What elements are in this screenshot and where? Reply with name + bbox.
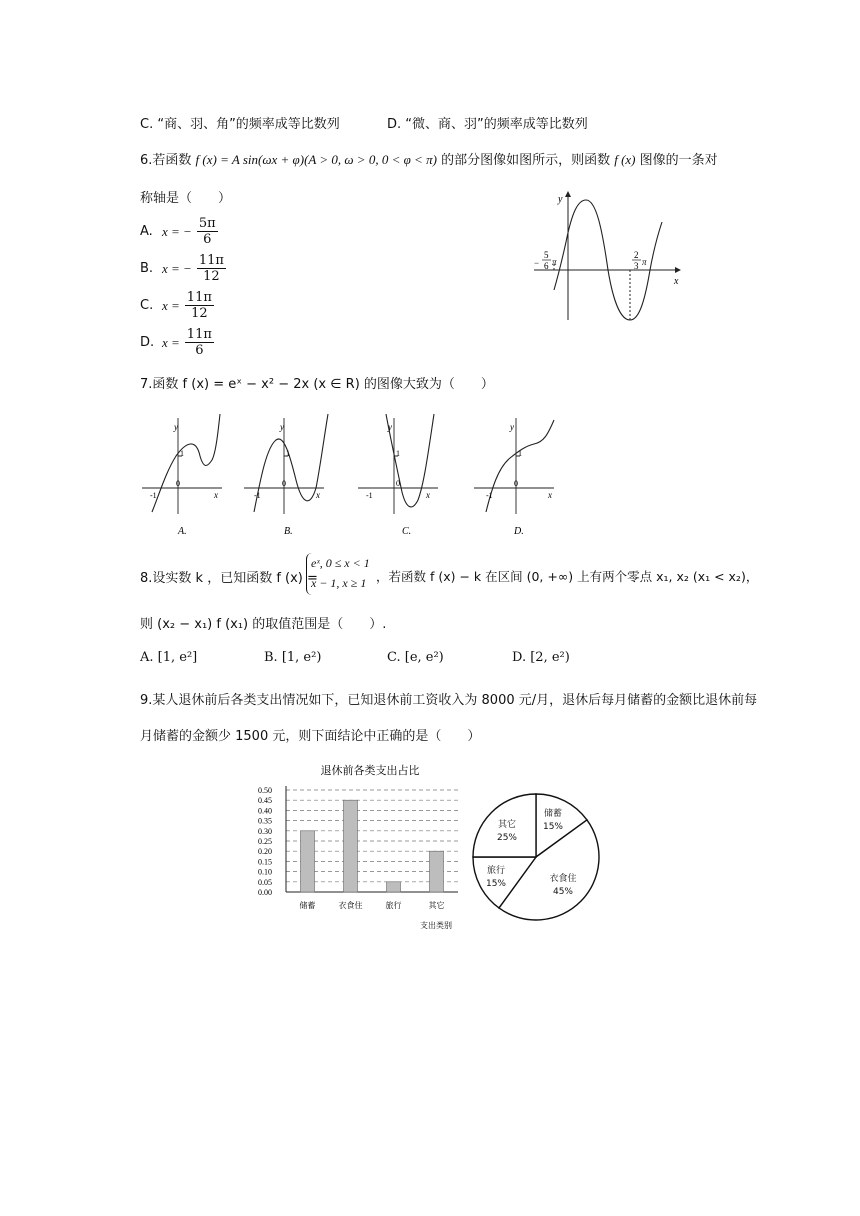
q8-option-c: C. [e, e²) <box>387 650 444 665</box>
svg-text:−: − <box>534 258 540 268</box>
y-tick-label: 0.50 <box>258 786 272 795</box>
x-axis-label: 支出类别 <box>420 921 452 930</box>
q7-caption-a: A. <box>178 526 187 537</box>
option-label: D. <box>140 335 155 350</box>
option-label: B. <box>140 261 154 276</box>
svg-text:x: x <box>548 490 552 500</box>
svg-text:0: 0 <box>282 479 286 488</box>
svg-text:6: 6 <box>544 261 549 271</box>
svg-text:0: 0 <box>396 479 400 488</box>
q8-stem-start: 8.设实数 k ，已知函数 f (x) = <box>140 571 318 586</box>
y-tick-label: 0.00 <box>258 888 272 897</box>
y-tick-label: 0.25 <box>258 837 272 846</box>
svg-text:1: 1 <box>518 449 522 458</box>
svg-text:-1: -1 <box>150 491 157 500</box>
q8-case2: x − 1, x ≥ 1 <box>311 576 367 590</box>
fraction: $\frac{11\pi}{12}$ <box>186 290 212 321</box>
q7-stem: 7.函数 f (x) = eˣ − x² − 2x (x ∈ R) 的图像大致为（ ） <box>140 377 494 392</box>
q9-line2: 月储蓄的金额少 1500 元，则下面结论中正确的是（ ） <box>140 729 481 744</box>
svg-text:y: y <box>388 422 392 432</box>
q6-line2: 称轴是（ ） <box>140 191 232 206</box>
pie-label-travel: 旅行 15% <box>485 866 506 889</box>
svg-text:0: 0 <box>514 479 518 488</box>
q7-caption-c: C. <box>402 526 412 537</box>
option-prefix: x = <box>162 334 180 350</box>
q8-line2: 则 (x₂ − x₁) f (x₁) 的取值范围是（ ）. <box>140 617 387 632</box>
y-tick-label: 0.05 <box>258 877 272 887</box>
option-label: A. <box>140 224 153 239</box>
svg-text:0: 0 <box>176 479 180 488</box>
q7-graph-b <box>240 408 330 538</box>
bar-chart <box>248 760 470 932</box>
q6-formula: f (x) = A sin(ωx + φ)(A > 0, ω > 0, 0 < φ < π) <box>195 152 437 167</box>
svg-text:-1: -1 <box>486 491 493 500</box>
q7-graph-a <box>138 408 228 538</box>
category-label: 储蓄 <box>299 901 316 910</box>
svg-text:x: x <box>426 490 430 500</box>
y-tick-label: 0.45 <box>258 796 272 806</box>
svg-text:y: y <box>174 422 178 432</box>
q6-stem <box>140 149 718 168</box>
svg-text:y: y <box>510 422 514 432</box>
category-label: 衣食住 <box>338 901 363 910</box>
q7-graph-d <box>470 408 560 538</box>
pie-chart <box>468 791 604 923</box>
y-tick-label: 0.15 <box>258 857 272 867</box>
chart-title: 退休前各类支出占比 <box>320 765 420 777</box>
q8-piecewise <box>306 553 370 595</box>
svg-text:x: x <box>214 490 218 500</box>
q6-text-end: 图像的一条对 <box>639 153 718 168</box>
y-tick-label: 0.35 <box>258 816 272 826</box>
svg-text:x: x <box>316 490 320 500</box>
q8-option-b: B. [1, e²) <box>264 650 322 665</box>
q7-graph-c <box>354 408 444 538</box>
q5-option-c: C. “商、羽、角”的频率成等比数列 <box>140 117 340 132</box>
svg-text:2: 2 <box>634 250 639 260</box>
option-label: C. <box>140 298 154 313</box>
q8-case1: eˣ, 0 ≤ x < 1 <box>311 556 370 570</box>
fraction: $\frac{11\pi}{6}$ <box>186 327 212 358</box>
q8-option-d: D. [2, e²) <box>512 650 570 665</box>
q8-stem-end: ，若函数 f (x) − k 在区间 (0, +∞) 上有两个零点 x₁, x₂ (x₁ < x₂)， <box>376 569 759 584</box>
option-prefix: x = − <box>162 223 192 239</box>
category-label: 旅行 <box>385 901 402 910</box>
svg-text:-1: -1 <box>366 491 373 500</box>
svg-text:1: 1 <box>286 449 290 458</box>
svg-text:y: y <box>280 422 284 432</box>
y-label: y <box>558 194 563 205</box>
bar <box>430 851 444 892</box>
svg-text:-1: -1 <box>254 491 261 500</box>
y-tick-label: 0.10 <box>258 867 272 877</box>
q5-option-d: D. “微、商、羽”的频率成等比数列 <box>387 117 588 132</box>
svg-text:1: 1 <box>180 449 184 458</box>
q6-option-d <box>140 327 216 358</box>
pie-label-other: 其它 25% <box>496 820 517 843</box>
pie-label-saving: 储蓄 15% <box>542 809 563 832</box>
y-tick-label: 0.20 <box>258 847 272 857</box>
fraction: $\frac{11\pi}{12}$ <box>198 253 224 284</box>
y-tick-label: 0.40 <box>258 806 272 816</box>
q6-text: 的部分图像如图所示，则函数 <box>441 153 611 168</box>
svg-text:1: 1 <box>396 449 400 458</box>
pie-label-living: 衣食住 45% <box>549 874 577 897</box>
bar <box>344 800 358 892</box>
q6-option-b <box>140 253 228 284</box>
svg-text:π: π <box>642 257 647 267</box>
fraction: $\frac{5\pi}{6}$ <box>198 216 216 247</box>
q6-option-c <box>140 290 216 321</box>
svg-text:5: 5 <box>544 250 549 260</box>
q6-formula2: f (x) <box>614 152 636 167</box>
q6-number: 6.若函数 <box>140 153 192 168</box>
q9-line1: 9.某人退休前后各类支出情况如下，已知退休前工资收入为 8000 元/月，退休后每月储蓄的金额比退休前每 <box>140 693 758 708</box>
y-tick-label: 0.30 <box>258 826 272 836</box>
q6-sine-graph <box>530 188 690 324</box>
x-label: x <box>674 276 679 287</box>
svg-text:3: 3 <box>634 261 639 271</box>
bar <box>301 831 315 892</box>
option-prefix: x = − <box>162 260 192 276</box>
q7-caption-d: D. <box>514 526 524 537</box>
q6-option-a <box>140 216 220 247</box>
svg-text:π: π <box>552 257 557 267</box>
bar <box>387 882 401 892</box>
category-label: 其它 <box>428 901 445 910</box>
q8-option-a: A. [1, e²] <box>140 650 198 665</box>
option-prefix: x = <box>162 297 180 313</box>
q7-caption-b: B. <box>284 526 293 537</box>
